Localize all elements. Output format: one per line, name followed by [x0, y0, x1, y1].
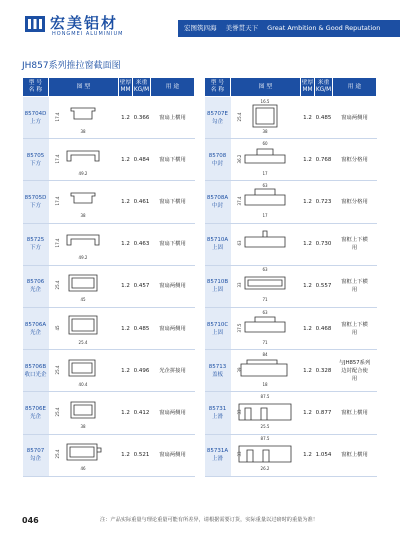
- use-text: 窗框分格用: [341, 198, 368, 205]
- model-text: 85710B: [206, 279, 229, 286]
- figure-cell: [49, 223, 119, 265]
- weight-cell: 0.328: [315, 350, 333, 392]
- use-text: 光企拼接用: [159, 367, 186, 374]
- profile-outline: [236, 404, 291, 420]
- thickness-cell: 1.2: [119, 392, 133, 434]
- weight-cell: 0.485: [133, 307, 151, 349]
- slogan-bar: [178, 20, 400, 37]
- figure-cell: [49, 265, 119, 307]
- profile-section-drawing: [51, 267, 117, 305]
- dimension-label: 25.4: [236, 112, 242, 122]
- use-cell: [333, 434, 377, 476]
- header-weight: 米重 KG/M: [315, 78, 333, 97]
- dimension-label: 40.4: [78, 381, 87, 387]
- dimension-label: 17: [261, 170, 268, 176]
- model-text: 上方: [29, 118, 41, 125]
- profile-outline: [69, 360, 95, 376]
- model-cell: [23, 139, 49, 181]
- figure-cell: [49, 97, 119, 139]
- profile-section-drawing: [51, 352, 117, 390]
- use-cell: [333, 223, 377, 265]
- model-text: 85708A: [206, 194, 229, 201]
- model-text: 上滑: [211, 413, 223, 420]
- header-use: 用 途: [151, 78, 195, 97]
- use-text: 窗框上横用: [341, 409, 368, 416]
- table-row: [205, 97, 377, 139]
- dimension-label: 46: [79, 466, 86, 472]
- model-text: 85710C: [206, 321, 229, 328]
- weight-cell: 0.496: [133, 350, 151, 392]
- page-number: 046: [22, 516, 39, 525]
- figure-cell: [231, 265, 301, 307]
- model-cell: [205, 223, 231, 265]
- dimension-label: 17.4: [54, 238, 60, 248]
- dimension-label: 63: [236, 240, 242, 246]
- profile-section-drawing: [51, 99, 117, 137]
- use-cell: [151, 223, 195, 265]
- table-row: [205, 265, 377, 307]
- dimension-label: 33: [236, 282, 242, 288]
- figure-cell: [231, 139, 301, 181]
- use-cell: [333, 350, 377, 392]
- model-text: 光企: [29, 329, 41, 336]
- model-text: 收口光企: [24, 371, 47, 378]
- thickness-cell: 1.2: [119, 307, 133, 349]
- model-text: 勾企: [29, 456, 41, 463]
- model-cell: [205, 434, 231, 476]
- model-cell: [205, 265, 231, 307]
- slogan-cn-1: 宏图筑四海: [184, 24, 217, 32]
- thickness-cell: 1.2: [119, 181, 133, 223]
- model-cell: [205, 307, 231, 349]
- profile-outline: [245, 189, 285, 205]
- slogan-cn-2: 美誉贯天下: [225, 24, 259, 32]
- profile-outline: [71, 402, 95, 418]
- use-text: 窗扇两侧用: [159, 452, 186, 459]
- use-cell: [333, 97, 377, 139]
- brand-name-en: HONGMEI ALUMINIUM: [52, 31, 124, 37]
- use-cell: [151, 350, 195, 392]
- weight-cell: 0.468: [315, 307, 333, 349]
- profile-section-drawing: [233, 141, 299, 179]
- model-cell: [23, 307, 49, 349]
- use-text: 窗扇两侧用: [341, 114, 368, 121]
- thickness-cell: 1.2: [301, 434, 315, 476]
- model-text: 光企: [29, 413, 41, 420]
- use-text: 窗框上下横: [341, 321, 368, 328]
- brand-name: 宏美铝材: [50, 14, 119, 32]
- model-text: 光企: [29, 287, 41, 294]
- use-text: 用: [351, 287, 358, 294]
- profile-outline: [69, 316, 97, 334]
- dimension-label: 38: [79, 423, 86, 429]
- table-row: [23, 181, 195, 223]
- dimension-label: 17: [261, 212, 268, 218]
- profile-table-left: [22, 77, 195, 477]
- model-cell: [205, 97, 231, 139]
- weight-cell: 0.412: [133, 392, 151, 434]
- thickness-cell: 1.2: [301, 139, 315, 181]
- header-figure: 图 型: [231, 78, 301, 97]
- model-cell: [23, 223, 49, 265]
- profile-outline: [67, 151, 99, 161]
- dimension-label: 38: [79, 128, 86, 134]
- weight-cell: 0.730: [315, 223, 333, 265]
- weight-cell: 0.484: [133, 139, 151, 181]
- model-cell: [23, 181, 49, 223]
- dimension-label: 63: [261, 309, 268, 315]
- profile-section-drawing: [233, 310, 299, 348]
- dimension-label: 17.4: [54, 112, 60, 122]
- table-row: [23, 265, 195, 307]
- table-row: [23, 350, 195, 392]
- figure-cell: [231, 307, 301, 349]
- use-text: 窗框上横用: [341, 452, 368, 459]
- thickness-cell: 1.2: [119, 434, 133, 476]
- profile-section-drawing: [51, 183, 117, 221]
- table-row: [205, 307, 377, 349]
- dimension-label: 84: [261, 351, 268, 357]
- figure-cell: [49, 181, 119, 223]
- table-row: [205, 434, 377, 476]
- dimension-label: 87.5: [260, 436, 269, 442]
- model-text: 下方: [29, 245, 41, 252]
- thickness-cell: 1.2: [119, 97, 133, 139]
- header-use: 用 途: [333, 78, 377, 97]
- model-text: 85707E: [207, 110, 228, 117]
- model-text: 上滑: [211, 456, 223, 463]
- dimension-label: 25.4: [54, 407, 60, 417]
- dimension-label: 18: [261, 381, 268, 387]
- figure-cell: [231, 223, 301, 265]
- dimension-label: 25.4: [54, 280, 60, 290]
- company-logo-icon: [24, 14, 46, 34]
- profile-outline: [67, 235, 99, 245]
- weight-cell: 0.723: [315, 181, 333, 223]
- profile-section-drawing: [233, 183, 299, 221]
- model-cell: [205, 350, 231, 392]
- dimension-label: 49.2: [78, 170, 87, 176]
- figure-cell: [49, 350, 119, 392]
- model-cell: [205, 392, 231, 434]
- table-header-row: [23, 78, 195, 97]
- use-text: 窗扇下横用: [159, 156, 186, 163]
- profile-section-drawing: [233, 352, 299, 390]
- use-cell: [151, 181, 195, 223]
- model-text: 85731: [208, 405, 227, 412]
- model-cell: [23, 392, 49, 434]
- dimension-label: 37.5: [236, 323, 242, 332]
- dimension-label: 45: [79, 297, 86, 303]
- dimension-label: 71: [261, 297, 268, 303]
- dimension-label: 38: [261, 128, 268, 134]
- use-cell: [333, 181, 377, 223]
- profile-outline: [67, 444, 101, 460]
- profile-outline: [245, 231, 285, 247]
- dimension-label: 17.4: [54, 154, 60, 164]
- use-cell: [151, 265, 195, 307]
- header-model: 型 号 名 称: [205, 78, 231, 97]
- use-cell: [333, 307, 377, 349]
- dimension-label: 45: [54, 324, 60, 331]
- use-cell: [151, 97, 195, 139]
- figure-cell: [49, 434, 119, 476]
- use-text: 窗扇两侧用: [159, 325, 186, 332]
- use-cell: [333, 265, 377, 307]
- table-row: [205, 139, 377, 181]
- model-cell: [205, 181, 231, 223]
- model-text: 中封: [211, 202, 223, 209]
- model-text: 上固: [211, 329, 223, 336]
- header-model: 型 号 名 称: [23, 78, 49, 97]
- model-text: 下方: [29, 202, 41, 209]
- weight-cell: 0.485: [315, 97, 333, 139]
- profile-table-right: [204, 77, 377, 477]
- dimension-label: 25.4: [54, 449, 60, 459]
- table-row: [23, 392, 195, 434]
- table-row: [205, 223, 377, 265]
- thickness-cell: 1.2: [301, 97, 315, 139]
- model-text: 85710A: [206, 237, 229, 244]
- figure-cell: [231, 392, 301, 434]
- dimension-label: 17.4: [54, 196, 60, 206]
- model-text: 85713: [208, 363, 227, 370]
- dimension-label: 33: [236, 451, 242, 457]
- thickness-cell: 1.2: [301, 223, 315, 265]
- dimension-label: 25.5: [260, 423, 269, 429]
- thickness-cell: 1.2: [119, 265, 133, 307]
- weight-cell: 0.557: [315, 265, 333, 307]
- footer-note: 注：产品实际重量与理论重量可能有所差异，请根据需要订货，实际重量以过磅时的重量为准！: [100, 517, 318, 523]
- dimension-label: 33: [236, 409, 242, 415]
- table-row: [23, 139, 195, 181]
- thickness-cell: 1.2: [119, 223, 133, 265]
- use-text: 窗框上下横: [341, 237, 368, 244]
- use-cell: [151, 307, 195, 349]
- page-title: JH857系列推拉窗截面图: [22, 61, 121, 71]
- thickness-cell: 1.2: [301, 307, 315, 349]
- dimension-label: 39: [236, 367, 242, 373]
- model-text: 85706B: [24, 363, 47, 370]
- model-text: 85706A: [24, 321, 47, 328]
- model-text: 上固: [211, 245, 223, 252]
- profile-section-drawing: [51, 141, 117, 179]
- use-text: 窗扇两侧用: [159, 283, 186, 290]
- figure-cell: [231, 350, 301, 392]
- profile-section-drawing: [51, 225, 117, 263]
- header-thickness: 壁厚 MM: [301, 78, 315, 97]
- use-text: 用: [351, 329, 358, 336]
- model-text: 盖板: [211, 371, 223, 378]
- profile-section-drawing: [233, 436, 299, 474]
- model-text: 85731A: [206, 448, 229, 455]
- model-text: 上固: [211, 287, 223, 294]
- model-cell: [23, 350, 49, 392]
- dimension-label: 36.2: [236, 154, 242, 164]
- page-header: [0, 0, 400, 52]
- use-text: 用: [351, 375, 358, 382]
- slogan-en: Great Ambition & Good Reputation: [267, 24, 381, 32]
- use-text: 边封配合使: [341, 367, 368, 374]
- thickness-cell: 1.2: [301, 350, 315, 392]
- table-row: [23, 307, 195, 349]
- model-text: 85708: [208, 152, 227, 159]
- use-cell: [151, 392, 195, 434]
- weight-cell: 0.366: [133, 97, 151, 139]
- dimension-label: 71: [261, 339, 268, 345]
- use-text: 窗框上下横: [341, 279, 368, 286]
- dimension-label: 49.2: [78, 255, 87, 261]
- dimension-label: 25.4: [54, 365, 60, 375]
- model-cell: [23, 97, 49, 139]
- use-text: 窗扇下横用: [159, 241, 186, 248]
- profile-outline: [236, 446, 291, 462]
- profile-section-drawing: [233, 99, 299, 137]
- model-cell: [23, 434, 49, 476]
- use-text: 窗扇上横用: [159, 114, 186, 121]
- profile-outline: [241, 360, 287, 376]
- dimension-label: 60: [261, 140, 268, 146]
- use-cell: [151, 434, 195, 476]
- header-figure: 图 型: [49, 78, 119, 97]
- dimension-label: 63: [261, 267, 268, 273]
- profile-outline: [71, 108, 95, 119]
- weight-cell: 0.457: [133, 265, 151, 307]
- thickness-cell: 1.2: [119, 350, 133, 392]
- model-text: 下方: [29, 160, 41, 167]
- thickness-cell: 1.2: [301, 392, 315, 434]
- figure-cell: [49, 307, 119, 349]
- model-text: 85705: [26, 152, 45, 159]
- profile-section-drawing: [51, 394, 117, 432]
- weight-cell: 0.521: [133, 434, 151, 476]
- thickness-cell: 1.2: [301, 181, 315, 223]
- table-row: [205, 392, 377, 434]
- weight-cell: 0.461: [133, 181, 151, 223]
- figure-cell: [231, 181, 301, 223]
- profile-section-drawing: [51, 436, 117, 474]
- dimension-label: 87.5: [260, 393, 269, 399]
- model-text: 85704D: [24, 110, 47, 117]
- use-cell: [151, 139, 195, 181]
- thickness-cell: 1.2: [301, 265, 315, 307]
- dimension-label: 26.2: [260, 466, 269, 472]
- profile-outline: [71, 193, 95, 203]
- figure-cell: [49, 139, 119, 181]
- model-text: 85725: [26, 237, 45, 244]
- use-text: 窗框分格用: [341, 156, 368, 163]
- model-text: 85706E: [25, 405, 46, 412]
- use-text: 与JH857系列: [338, 359, 371, 366]
- profile-section-drawing: [51, 310, 117, 348]
- profile-outline: [69, 275, 97, 291]
- use-text: 窗扇下横用: [159, 198, 186, 205]
- dimension-label: 63: [261, 182, 268, 188]
- weight-cell: 0.877: [315, 392, 333, 434]
- use-cell: [333, 392, 377, 434]
- thickness-cell: 1.2: [119, 139, 133, 181]
- dimension-label: 25.4: [78, 339, 87, 345]
- table-row: [23, 97, 195, 139]
- model-cell: [205, 139, 231, 181]
- use-text: 用: [351, 245, 358, 252]
- table-row: [205, 181, 377, 223]
- table-row: [23, 434, 195, 476]
- profile-section-drawing: [233, 394, 299, 432]
- profile-outline: [253, 105, 277, 127]
- model-text: 85707: [26, 448, 45, 455]
- model-text: 85706: [26, 279, 45, 286]
- use-cell: [333, 139, 377, 181]
- dimension-label: 37.4: [236, 196, 242, 206]
- dimension-label: 38: [79, 212, 86, 218]
- model-cell: [23, 265, 49, 307]
- figure-cell: [49, 392, 119, 434]
- model-text: 中封: [211, 160, 223, 167]
- profile-section-drawing: [233, 267, 299, 305]
- table-row: [205, 350, 377, 392]
- profile-outline: [245, 317, 285, 332]
- header-thickness: 壁厚 MM: [119, 78, 133, 97]
- header-weight: 米重 KG/M: [133, 78, 151, 97]
- profile-outline: [245, 277, 285, 289]
- table-header-row: [205, 78, 377, 97]
- weight-cell: 1.054: [315, 434, 333, 476]
- weight-cell: 0.768: [315, 139, 333, 181]
- figure-cell: [231, 434, 301, 476]
- table-row: [23, 223, 195, 265]
- dimension-label: 16.5: [260, 98, 269, 104]
- model-text: 85705D: [24, 194, 47, 201]
- figure-cell: [231, 97, 301, 139]
- profile-outline: [245, 149, 285, 163]
- model-text: 勾企: [211, 118, 223, 125]
- weight-cell: 0.463: [133, 223, 151, 265]
- profile-section-drawing: [233, 225, 299, 263]
- use-text: 窗扇两侧用: [159, 409, 186, 416]
